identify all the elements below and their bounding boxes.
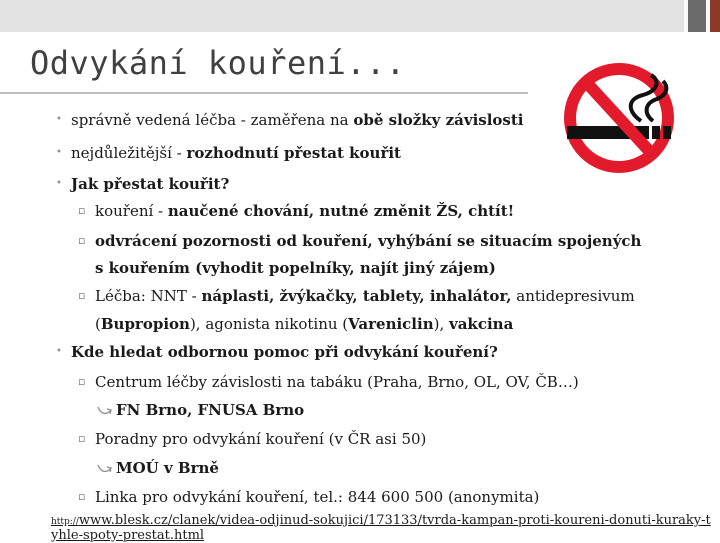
top-decor-bar (0, 0, 720, 32)
bullet-item-level-1 (56, 342, 498, 362)
bullet-text: rozhodnutí přestat kouřit (186, 144, 401, 162)
bullet-text: nejdůležitější - (71, 144, 187, 162)
bullet-text: FN Brno, FNUSA Brno (116, 401, 305, 419)
bullet-text: ), (433, 315, 449, 333)
bullet-item-level-3 (116, 400, 304, 420)
bullet-text: Bupropion (100, 315, 190, 333)
top-bar-segment (0, 0, 684, 32)
bullet-text: Jak přestat kouřit? (71, 175, 230, 193)
bullet-text: Poradny pro odvykání kouření (v ČR asi 50) (95, 430, 427, 448)
bullet-item-level-2 (78, 372, 579, 392)
bullet-marker: ▫ (78, 234, 86, 247)
bullet-text: obě složky závislosti (353, 111, 524, 129)
bullet-marker: • (56, 178, 62, 189)
top-bar-segment (688, 0, 706, 32)
bullet-marker: • (56, 114, 62, 125)
bullet-item-level-3 (116, 458, 219, 478)
title-divider (0, 92, 528, 94)
bullet-marker: • (56, 147, 62, 158)
bullet-marker: ▫ (78, 490, 86, 503)
bullet-text: vakcina (449, 315, 514, 333)
bullet-text: Linka pro odvykání kouření, tel.: 844 600 500 (anonymita) (95, 488, 540, 506)
source-link[interactable] (51, 514, 715, 543)
bullet-item-level-0 (95, 258, 496, 278)
curved-arrow-bullet-icon (97, 404, 113, 416)
link-text: www.blesk.cz/clanek/videa-odjinud-sokujici/173133/tvrda-kampan-proti-koureni-donuti-kuraky-tyhle-spoty-prestat.html (51, 513, 711, 543)
bullet-text: Léčba: NNT - (95, 287, 202, 305)
bullet-item-level-2 (78, 429, 427, 449)
bullet-item-level-1 (56, 110, 524, 130)
bullet-text: náplasti, žvýkačky, tablety, inhalátor, (201, 287, 512, 305)
bullet-text: s kouřením (vyhodit popelníky, najít jiný zájem) (95, 259, 496, 277)
bullet-item-level-0 (95, 314, 513, 334)
bullet-marker: ▫ (78, 375, 86, 388)
bullet-item-level-1 (56, 174, 230, 194)
bullet-text: správně vedená léčba - zaměřena na (71, 111, 354, 129)
bullet-text: antidepresivum (511, 287, 635, 305)
curved-arrow-bullet-icon (97, 462, 113, 474)
bullet-marker: ▫ (78, 204, 86, 217)
bullet-text: ( (95, 315, 101, 333)
no-smoking-icon (531, 57, 707, 177)
bullet-item-level-2 (78, 487, 540, 507)
bullet-text: Vareniclin (348, 315, 434, 333)
bullet-marker: • (56, 346, 62, 357)
bullet-item-level-1 (56, 143, 401, 163)
bullet-text: naučené chování, nutné změnit ŽS, chtít! (167, 202, 515, 220)
bullet-text: kouření - (95, 202, 168, 220)
bullet-text: MOÚ v Brně (116, 459, 219, 477)
bullet-text: odvrácení pozornosti od kouření, vyhýbání se situacím spojených (95, 232, 642, 250)
top-bar-segment (710, 0, 720, 32)
bullet-text: Centrum léčby závislosti na tabáku (Praha, Brno, OL, OV, ČB…) (95, 373, 579, 391)
bullet-marker: ▫ (78, 432, 86, 445)
link-protocol: http:// (51, 517, 79, 527)
slide-title: Odvykání kouření... (30, 44, 406, 82)
bullet-item-level-2 (78, 201, 515, 221)
bullet-item-level-2 (78, 286, 635, 306)
bullet-marker: ▫ (78, 289, 86, 302)
bullet-text: ), agonista nikotinu ( (189, 315, 349, 333)
bullet-item-level-2 (78, 231, 642, 251)
bullet-text: Kde hledat odbornou pomoc při odvykání kouření? (71, 343, 498, 361)
